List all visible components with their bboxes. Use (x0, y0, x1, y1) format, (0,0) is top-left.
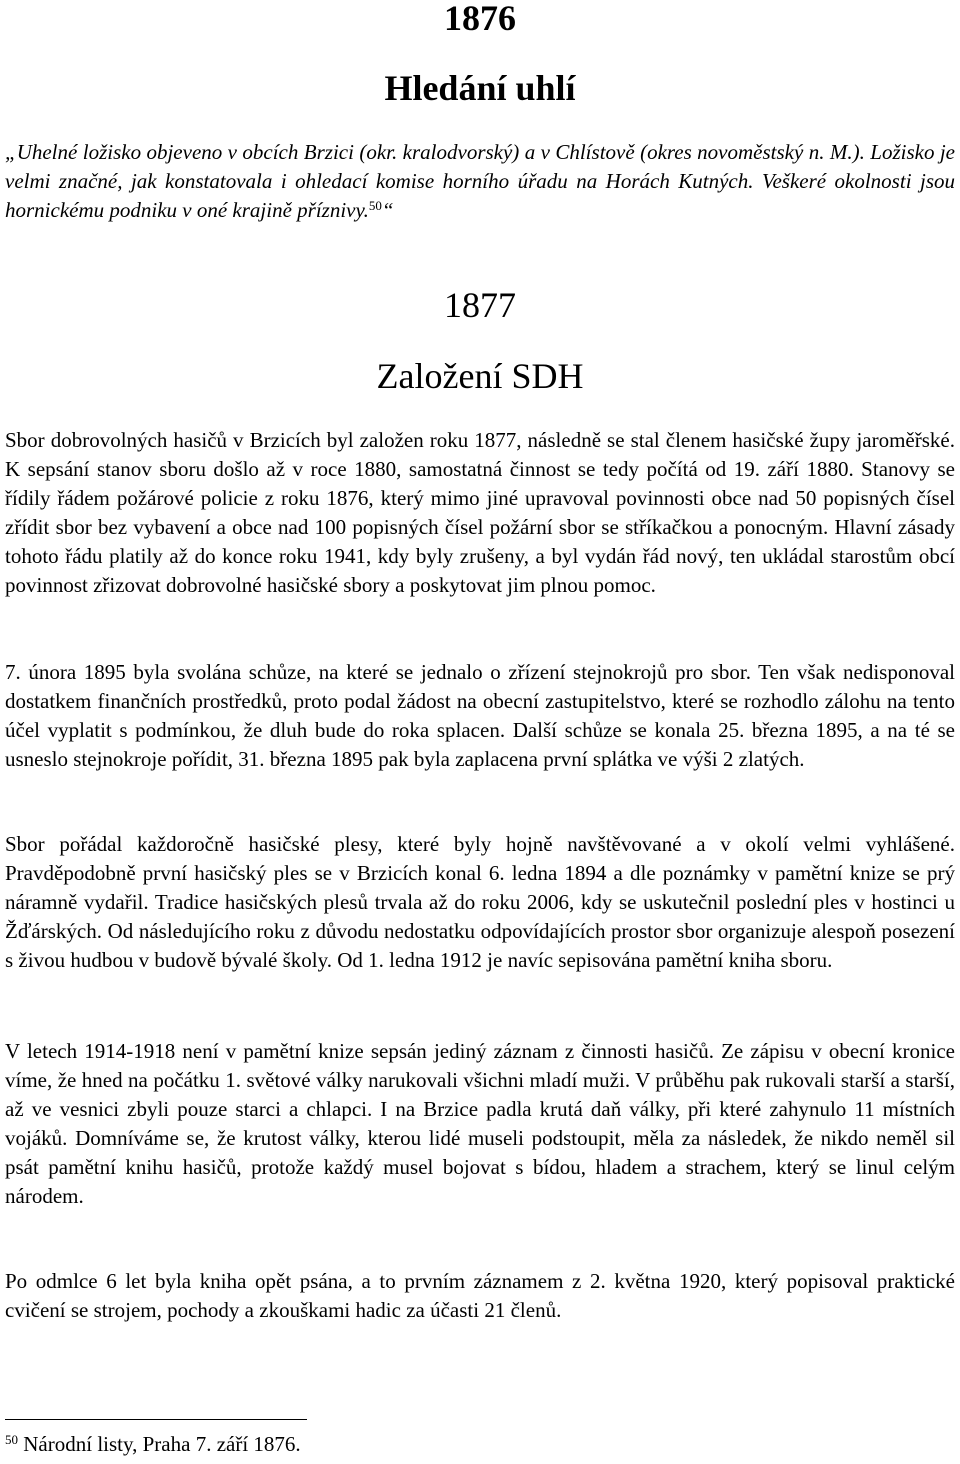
section-year-1876: 1876 (444, 0, 516, 38)
section-year-1877: 1877 (444, 285, 516, 325)
paragraph-resumption: Po odmlce 6 let byla kniha opět psána, a to prvním záznamem z 2. května 1920, který popisoval praktické cvičení se strojem, pochody a zkouškami hadic za účasti 21 členů. (5, 1269, 955, 1322)
footnote-number: 50 (5, 1432, 18, 1447)
quote-close-mark: “ (381, 198, 394, 222)
footnote-reference[interactable]: 50 (368, 198, 382, 213)
section-heading-zalozeni-sdh: Založení SDH (376, 356, 584, 396)
document-page (5, 0, 955, 1464)
footnote (5, 1430, 301, 1458)
paragraph-balls: Sbor pořádal každoročně hasičské plesy, které byly hojně navštěvované a v okolí velmi vyhlášené. Pravděpodobně první hasičský ples se v Brzicích konal 6. ledna 1894 a dle poznámky v pamětní knize se prý náramně vydařil. Tradice hasičských plesů trvala až do roku 2006, kdy se uskutečnil poslední ples v hostinci u Žďárských. Od následujícího roku z důvodu nedostatku odpovídajících prostor sbor organizuje alespoň posezení s živou hudbou v budově bývalé školy. Od 1. ledna 1912 je navíc sepisována pamětní kniha sboru. (5, 832, 955, 972)
newspaper-quote (5, 138, 955, 225)
section-heading-hledani-uhli: Hledání uhlí (384, 68, 576, 108)
paragraph-founding: Sbor dobrovolných hasičů v Brzicích byl založen roku 1877, následně se stal členem hasičské župy jaroměřské. K sepsání stanov sboru došlo až v roce 1880, samostatná činnost se tedy počítá od 19. září 1880. Stanovy se řídily řádem požárové policie z roku 1876, který mimo jiné upravoval povinnosti obce nad 50 popisných čísel zřídit sbor bez vybavení a obce nad 100 popisných čísel požární sbor se stříkačkou a ponocným. Hlavní zásady tohoto řádu platily až do konce roku 1941, kdy byly zrušeny, a byl vydán řád nový, ten ukládal starostům obcí povinnost zřizovat dobrovolné hasičské sbory a poskytovat jim plnou pomoc. (5, 428, 955, 597)
paragraph-uniforms: 7. února 1895 byla svolána schůze, na které se jednalo o zřízení stejnokrojů pro sbor. Ten však nedisponoval dostatkem finančních prostředků, proto podal žádost na obecní zastupitelstvo, které se rozhodlo zálohu na tento účel vyplatit s podmínkou, že dluh bude do roka splacen. Další schůze se konala 25. března 1895, a na té se usneslo stejnokroje pořídit, 31. března 1895 pak byla zaplacena první splátka ve výši 2 zlatých. (5, 660, 955, 771)
paragraph-war-years: V letech 1914-1918 není v pamětní knize sepsán jediný záznam z činnosti hasičů. Ze zápisu v obecní kronice víme, že hned na počátku 1. světové války narukovali všichni mladí muži. V průběhu pak rukovali starší a starší, až ve vesnici zbyli pouze starci a chlapci. I na Brzice padla krutá daň války, při které zahynulo 11 místních vojáků. Domníváme se, že krutost války, kterou lidé museli podstoupit, měla za následek, že nikdo neměl sil psát pamětní knihu hasičů, protože každý musel bojovat s bídou, hladem a strachem, který se linul celým národem. (5, 1039, 955, 1208)
footnote-text: Národní listy, Praha 7. září 1876. (23, 1432, 301, 1456)
quote-text: Uhelné ložisko objeveno v obcích Brzici (okr. kralodvorský) a v Chlístově (okres novoměstský n. M.). Ložisko je velmi značné, jak konstatovala i ohledací komise horního úřadu na Horách Kutných. Veškeré okolnosti jsou hornickému podniku v oné krajině příznivy. (5, 140, 955, 222)
footnote-separator (5, 1419, 307, 1420)
quote-open-mark: „ (5, 140, 17, 164)
